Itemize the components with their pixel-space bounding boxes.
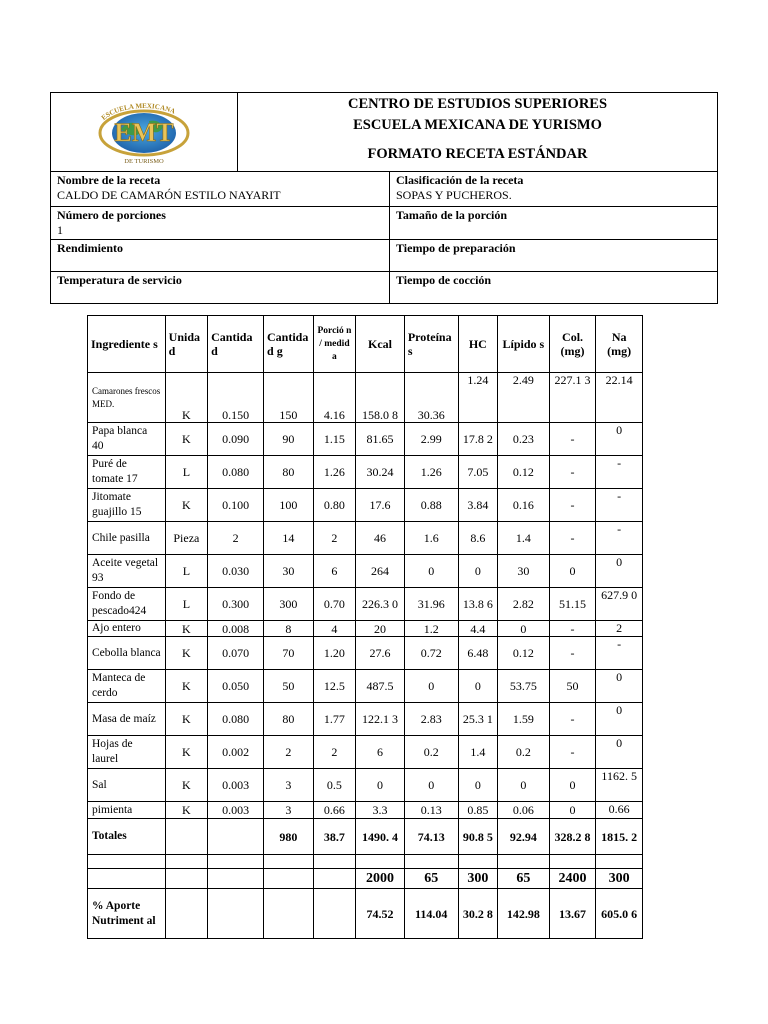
table-cell: 1.24	[458, 373, 497, 423]
table-cell: 0.008	[208, 621, 264, 637]
table-cell: 0.12	[497, 456, 549, 489]
table-row	[88, 373, 643, 423]
ingredient-name: Chile pasilla	[88, 522, 166, 555]
table-cell: 3.3	[356, 802, 405, 819]
table-cell: 300	[264, 588, 314, 621]
table-cell: 1.59	[497, 703, 549, 736]
table-cell	[404, 855, 458, 869]
table-cell: -	[549, 456, 596, 489]
table-cell: 74.13	[404, 819, 458, 855]
table-cell: 0.72	[404, 637, 458, 670]
table-row	[88, 703, 643, 736]
table-cell: 2	[264, 736, 314, 769]
table-cell: 3.84	[458, 489, 497, 522]
table-cell: 14	[264, 522, 314, 555]
recipe-class-label: Clasificación de la receta	[396, 173, 524, 187]
institution-line-2: ESCUELA MEXICANA DE YURISMO	[353, 117, 602, 133]
table-cell	[208, 889, 264, 939]
table-cell: 0.2	[497, 736, 549, 769]
table-cell: 0	[596, 703, 643, 736]
table-cell: 264	[356, 555, 405, 588]
table-cell: 17.6	[356, 489, 405, 522]
table-cell: 30	[497, 555, 549, 588]
table-cell	[165, 889, 207, 939]
table-cell: 1.20	[313, 637, 355, 670]
table-cell: -	[596, 489, 643, 522]
table-cell: 0.70	[313, 588, 355, 621]
institution-line-1: CENTRO DE ESTUDIOS SUPERIORES	[347, 96, 608, 112]
ingredient-name: Hojas de laurel	[88, 736, 166, 769]
prep-time-cell	[390, 240, 718, 272]
table-cell: 0	[356, 769, 405, 802]
table-cell: -	[549, 621, 596, 637]
table-cell	[313, 889, 355, 939]
table-cell: 0	[404, 769, 458, 802]
table-cell: 0.030	[208, 555, 264, 588]
table-cell: 300	[596, 869, 643, 889]
table-cell: 50	[549, 670, 596, 703]
table-cell: 0	[458, 555, 497, 588]
table-row	[88, 736, 643, 769]
table-cell: 30.36	[404, 373, 458, 423]
table-cell: 53.75	[497, 670, 549, 703]
table-cell: 1490. 4	[356, 819, 405, 855]
table-cell: 328.2 8	[549, 819, 596, 855]
table-row	[88, 423, 643, 456]
table-cell: L	[165, 456, 207, 489]
table-cell: K	[165, 736, 207, 769]
table-cell: 2.83	[404, 703, 458, 736]
table-row	[88, 670, 643, 703]
ingredient-name: Manteca de cerdo	[88, 670, 166, 703]
school-logo	[51, 93, 237, 167]
col-header: Proteína s	[404, 316, 458, 373]
logo-cell	[51, 93, 238, 172]
table-cell: 0.080	[208, 703, 264, 736]
table-row	[88, 588, 643, 621]
table-cell: 74.52	[356, 889, 405, 939]
table-cell: 65	[404, 869, 458, 889]
table-cell: 100	[264, 489, 314, 522]
table-cell: 50	[264, 670, 314, 703]
yield-cell	[51, 240, 390, 272]
table-cell: 1.15	[313, 423, 355, 456]
table-cell: 3	[264, 802, 314, 819]
table-cell: 0.003	[208, 769, 264, 802]
table-cell: 487.5	[356, 670, 405, 703]
table-cell: -	[549, 423, 596, 456]
table-cell: K	[165, 703, 207, 736]
table-cell: 0.16	[497, 489, 549, 522]
table-cell: 226.3 0	[356, 588, 405, 621]
table-cell: 2	[596, 621, 643, 637]
col-header: Unida d	[165, 316, 207, 373]
table-cell: 90.8 5	[458, 819, 497, 855]
table-cell: K	[165, 621, 207, 637]
table-row	[88, 769, 643, 802]
table-cell	[549, 855, 596, 869]
table-cell: 0.2	[404, 736, 458, 769]
table-header-row	[88, 316, 643, 373]
table-cell: 0	[404, 670, 458, 703]
table-cell: 0	[549, 555, 596, 588]
table-cell: 142.98	[497, 889, 549, 939]
col-header: Ingrediente s	[88, 316, 166, 373]
table-cell	[497, 855, 549, 869]
table-cell: -	[549, 489, 596, 522]
recipe-class-value: SOPAS Y PUCHEROS.	[396, 188, 512, 202]
table-cell: 1.26	[404, 456, 458, 489]
table-cell: 2.82	[497, 588, 549, 621]
table-cell: 300	[458, 869, 497, 889]
prep-time-label: Tiempo de preparación	[396, 241, 516, 255]
table-cell: 8.6	[458, 522, 497, 555]
table-cell: 30.2 8	[458, 889, 497, 939]
table-cell: 1.4	[497, 522, 549, 555]
table-cell: 38.7	[313, 819, 355, 855]
table-cell: 0	[596, 736, 643, 769]
table-cell: 0	[497, 769, 549, 802]
table-cell: 0	[596, 555, 643, 588]
table-cell: 80	[264, 456, 314, 489]
table-cell	[208, 819, 264, 855]
table-cell: 1.26	[313, 456, 355, 489]
table-cell: 0.85	[458, 802, 497, 819]
table-cell: 4.16	[313, 373, 355, 423]
table-cell: K	[165, 802, 207, 819]
table-cell: -	[549, 736, 596, 769]
blank-row	[88, 855, 643, 869]
col-header: Kcal	[356, 316, 405, 373]
recipe-name-cell	[51, 172, 390, 207]
table-row	[88, 621, 643, 637]
table-cell: 0	[497, 621, 549, 637]
cook-time-cell	[390, 272, 718, 304]
table-cell: 0.003	[208, 802, 264, 819]
table-cell: 0.150	[208, 373, 264, 423]
ingredient-name: Sal	[88, 769, 166, 802]
table-cell: L	[165, 555, 207, 588]
col-header: HC	[458, 316, 497, 373]
totals-row	[88, 819, 643, 855]
col-header: Porció n / medid a	[313, 316, 355, 373]
table-cell: 0.300	[208, 588, 264, 621]
table-cell: -	[549, 637, 596, 670]
table-row	[88, 637, 643, 670]
totals-label: Totales	[88, 819, 166, 855]
table-cell	[313, 869, 355, 889]
reference-row	[88, 869, 643, 889]
table-cell: 13.8 6	[458, 588, 497, 621]
col-header: Cantida d	[208, 316, 264, 373]
aporte-label: % Aporte Nutriment al	[88, 889, 166, 939]
table-cell: 31.96	[404, 588, 458, 621]
table-cell: 0	[404, 555, 458, 588]
table-cell: 7.05	[458, 456, 497, 489]
table-cell: 0	[549, 802, 596, 819]
table-cell	[165, 819, 207, 855]
recipe-name-label: Nombre de la receta	[57, 173, 161, 187]
table-cell: 2	[208, 522, 264, 555]
table-cell: K	[165, 423, 207, 456]
ingredient-name: Jitomate guajillo 15	[88, 489, 166, 522]
title-block	[238, 93, 718, 172]
ingredient-name: Masa de maíz	[88, 703, 166, 736]
ingredient-name: Camarones frescos MED.	[88, 373, 166, 423]
table-cell: 227.1 3	[549, 373, 596, 423]
table-cell: 0.080	[208, 456, 264, 489]
table-cell: 12.5	[313, 670, 355, 703]
table-cell: K	[165, 769, 207, 802]
table-cell: 4	[313, 621, 355, 637]
table-cell: 30	[264, 555, 314, 588]
table-cell	[264, 855, 314, 869]
table-cell: 1.2	[404, 621, 458, 637]
table-cell: -	[596, 637, 643, 670]
table-cell: -	[549, 703, 596, 736]
table-cell: 65	[497, 869, 549, 889]
table-cell: K	[165, 670, 207, 703]
table-cell	[88, 869, 166, 889]
ingredient-name: Ajo entero	[88, 621, 166, 637]
table-cell: 1.77	[313, 703, 355, 736]
table-cell: 0	[596, 670, 643, 703]
portions-cell	[51, 207, 390, 240]
table-cell: 3	[264, 769, 314, 802]
table-cell: 2.99	[404, 423, 458, 456]
table-cell: 13.67	[549, 889, 596, 939]
table-cell: 6	[356, 736, 405, 769]
recipe-class-cell	[390, 172, 718, 207]
table-cell	[458, 855, 497, 869]
table-cell: 2	[313, 736, 355, 769]
table-cell: 0.66	[313, 802, 355, 819]
table-cell: 6.48	[458, 637, 497, 670]
ingredient-name: Fondo de pescado424	[88, 588, 166, 621]
table-cell	[356, 855, 405, 869]
table-cell: 22.14	[596, 373, 643, 423]
portion-size-label: Tamaño de la porción	[396, 208, 508, 222]
col-header: Cantida d g	[264, 316, 314, 373]
table-cell: 2.49	[497, 373, 549, 423]
table-cell	[165, 855, 207, 869]
table-cell: 0.5	[313, 769, 355, 802]
table-cell: 20	[356, 621, 405, 637]
cook-time-label: Tiempo de cocción	[396, 273, 492, 287]
table-cell: 51.15	[549, 588, 596, 621]
col-header: Lípido s	[497, 316, 549, 373]
table-cell: 92.94	[497, 819, 549, 855]
table-cell: 0	[458, 670, 497, 703]
logo-letters: EMT	[114, 118, 174, 147]
table-row	[88, 456, 643, 489]
col-header: Na (mg)	[596, 316, 643, 373]
table-cell: 150	[264, 373, 314, 423]
ingredient-name: Cebolla blanca	[88, 637, 166, 670]
portion-size-cell	[390, 207, 718, 240]
table-cell: 0.100	[208, 489, 264, 522]
table-cell: K	[165, 489, 207, 522]
table-cell: 1815. 2	[596, 819, 643, 855]
table-row	[88, 555, 643, 588]
serving-temp-cell	[51, 272, 390, 304]
table-cell: 1.4	[458, 736, 497, 769]
table-cell: 0.002	[208, 736, 264, 769]
table-cell: 0	[549, 769, 596, 802]
table-cell: 0.23	[497, 423, 549, 456]
table-cell: -	[549, 522, 596, 555]
ingredient-name: pimienta	[88, 802, 166, 819]
table-cell: 80	[264, 703, 314, 736]
recipe-name-value: CALDO DE CAMARÓN ESTILO NAYARIT	[57, 188, 281, 202]
table-cell	[208, 855, 264, 869]
table-cell: 114.04	[404, 889, 458, 939]
table-cell: 0	[596, 423, 643, 456]
table-cell: 81.65	[356, 423, 405, 456]
table-cell	[313, 855, 355, 869]
yield-label: Rendimiento	[57, 241, 123, 255]
table-cell: 2000	[356, 869, 405, 889]
table-cell	[208, 869, 264, 889]
table-cell: 2400	[549, 869, 596, 889]
table-cell: 17.8 2	[458, 423, 497, 456]
table-cell	[165, 869, 207, 889]
ingredient-name: Papa blanca 40	[88, 423, 166, 456]
serving-temp-label: Temperatura de servicio	[57, 273, 182, 287]
table-cell: K	[165, 637, 207, 670]
portions-value: 1	[57, 223, 63, 237]
table-cell: 980	[264, 819, 314, 855]
table-row	[88, 802, 643, 819]
table-cell: 27.6	[356, 637, 405, 670]
ingredients-table	[87, 315, 643, 939]
table-cell: Pieza	[165, 522, 207, 555]
table-cell: 4.4	[458, 621, 497, 637]
table-cell	[596, 855, 643, 869]
table-cell: 158.0 8	[356, 373, 405, 423]
table-cell: -	[596, 522, 643, 555]
table-cell	[264, 869, 314, 889]
table-cell: K	[165, 373, 207, 423]
table-cell: 2	[313, 522, 355, 555]
table-cell: 46	[356, 522, 405, 555]
table-cell: 0.66	[596, 802, 643, 819]
table-row	[88, 522, 643, 555]
table-cell: 0.090	[208, 423, 264, 456]
form-title: FORMATO RECETA ESTÁNDAR	[367, 146, 588, 162]
table-cell: 627.9 0	[596, 588, 643, 621]
table-cell: 90	[264, 423, 314, 456]
table-cell: 1.6	[404, 522, 458, 555]
table-cell: 0.06	[497, 802, 549, 819]
table-cell: 0.88	[404, 489, 458, 522]
table-cell: 0.13	[404, 802, 458, 819]
col-header: Col. (mg)	[549, 316, 596, 373]
table-cell: 122.1 3	[356, 703, 405, 736]
portions-label: Número de porciones	[57, 208, 166, 222]
table-cell: 0	[458, 769, 497, 802]
table-cell: 605.0 6	[596, 889, 643, 939]
table-cell: 8	[264, 621, 314, 637]
table-cell: 70	[264, 637, 314, 670]
ingredient-name: Puré de tomate 17	[88, 456, 166, 489]
table-cell: 1162. 5	[596, 769, 643, 802]
ingredient-name: Aceite vegetal 93	[88, 555, 166, 588]
table-cell: 0.12	[497, 637, 549, 670]
table-cell: L	[165, 588, 207, 621]
table-cell: 25.3 1	[458, 703, 497, 736]
table-cell	[264, 889, 314, 939]
table-cell: 0.050	[208, 670, 264, 703]
table-cell: 0.070	[208, 637, 264, 670]
aporte-row	[88, 889, 643, 939]
table-row	[88, 489, 643, 522]
recipe-header-table	[50, 92, 718, 304]
table-cell: 0.80	[313, 489, 355, 522]
table-cell: 30.24	[356, 456, 405, 489]
logo-top-text: ESCUELA MEXICANA	[99, 101, 177, 122]
table-cell: -	[596, 456, 643, 489]
table-cell	[88, 855, 166, 869]
table-cell: 6	[313, 555, 355, 588]
logo-bottom-text: DE TURISMO	[124, 158, 164, 165]
